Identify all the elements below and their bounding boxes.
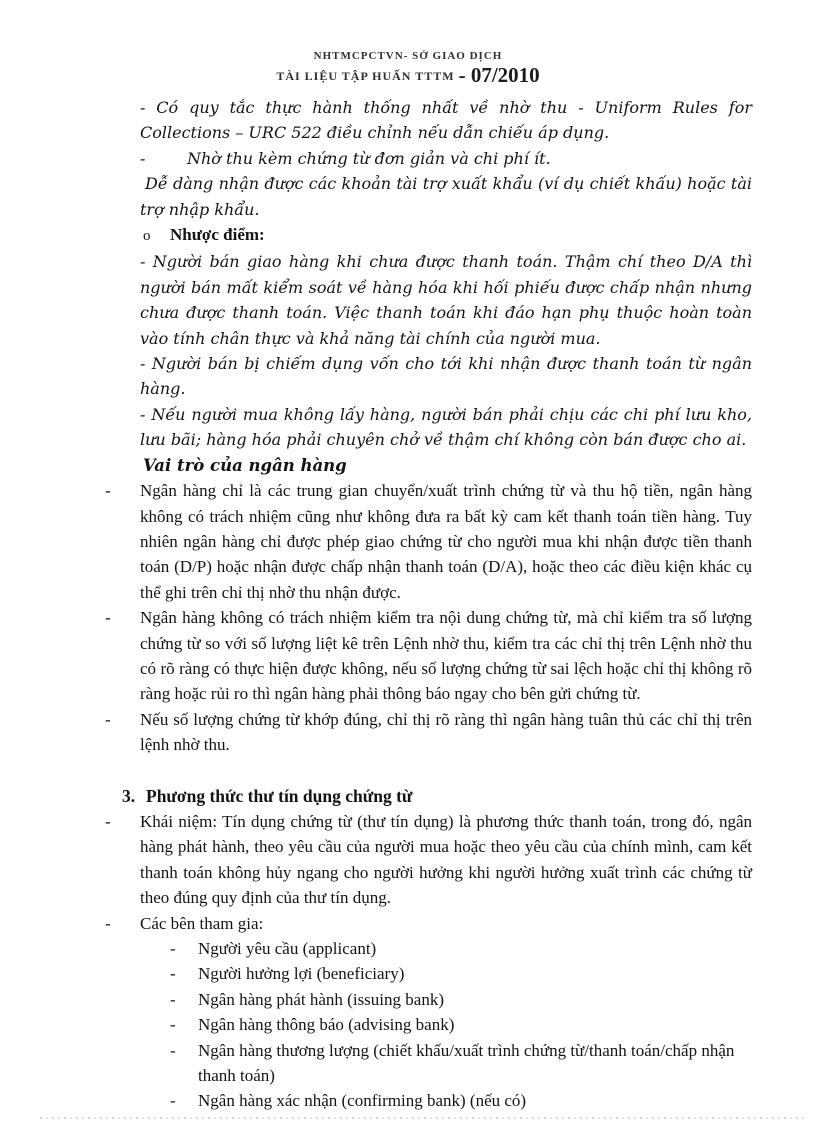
bank-role-bullet [105, 707, 752, 758]
bank-role-bullet [105, 605, 752, 707]
header-title-text: TÀI LIỆU TẬP HUẤN TTTM [276, 69, 459, 83]
participant-item [170, 1038, 752, 1089]
participant-item [170, 961, 752, 986]
dash-marker: - [170, 939, 176, 958]
participant-item [170, 987, 752, 1012]
dash-marker: - [105, 608, 111, 628]
header-org-line: NHTMCPCTVN- SỞ GIAO DỊCH [313, 50, 503, 62]
document-body [0, 95, 816, 1114]
disadvantages-label: Nhược điểm: [170, 225, 265, 245]
dash-marker: - [105, 481, 111, 501]
dash-marker: - [170, 1015, 176, 1035]
participant-text: Ngân hàng xác nhận (confirming bank) (nếu có) [198, 1091, 527, 1111]
concept-paragraph [105, 809, 752, 911]
participant-text: Ngân hàng thương lượng (chiết khấu/xuất trình chứng từ/thanh toán/chấp nhận thanh toán) [198, 1040, 735, 1086]
participant-item [170, 936, 752, 961]
header-date: - 07/2010 [458, 63, 540, 87]
dash-marker: - [170, 964, 176, 984]
paragraph-simple-text: Nhờ thu kèm chứng từ đơn giản và chi phí ít. [187, 148, 551, 168]
parties-label-text: Các bên tham gia: [140, 913, 264, 933]
bank-role-bullet [105, 478, 752, 605]
circle-bullet-marker: o [143, 228, 151, 245]
dash-marker: - [105, 811, 111, 831]
participant-text: Người yêu cầu (applicant) [198, 939, 377, 958]
paragraph-disadvantage-1: - Người bán giao hàng khi chưa được thanh toán. Thậm chí theo D/A thì người bán mất kiểm soát về hàng hóa khi hối phiếu được chấp nhận nhưng chưa được thanh toán. Việc thanh toán khi đáo hạn phụ thuộc hoàn toàn vào tính chân thực và khả năng tài chính của người mua. [140, 252, 752, 348]
paragraph-disadvantage-2: - Người bán bị chiếm dụng vốn cho tới khi nhận được thanh toán từ ngân hàng. [140, 354, 752, 399]
dash-marker: - [170, 989, 176, 1009]
paragraph-simple [140, 146, 752, 171]
participant-item [170, 1088, 752, 1113]
section-3-title: Phương thức thư tín dụng chứng từ [146, 785, 413, 806]
bank-role-bullet-text: Ngân hàng không có trách nhiệm kiểm tra nội dung chứng từ, mà chỉ kiểm tra số lượng chứng từ so với số lượng liệt kê trên Lệnh nhờ thu, kiểm tra các chỉ thị trên Lệnh nhờ thu có rõ ràng có thực hiện được không, nếu số lượng chứng từ sai lệch hoặc chỉ thị không rõ ràng hoặc rủi ro thì ngân hàng phải thông báo ngay cho bên gửi chứng từ. [140, 608, 752, 704]
dash-marker: - [140, 148, 146, 168]
bank-role-bullet-text: Ngân hàng chỉ là các trung gian chuyển/xuất trình chứng từ và thu hộ tiền, ngân hàng không có trách nhiệm cũng như không đưa ra bất kỳ cam kết thanh toán tiền hàng. Tuy nhiên ngân hàng chỉ được phép giao chứng từ cho người mua khi nhận được tiền thanh toán (D/P) hoặc nhận được chấp nhận thanh toán (D/A), hoặc theo các điều kiện khác cụ thể ghi trên chỉ thị nhờ thu nhận được. [140, 481, 752, 602]
participant-item [170, 1012, 752, 1037]
section-3-number: 3. [122, 785, 136, 806]
dash-marker: - [105, 913, 111, 933]
dash-marker: - [105, 709, 111, 729]
disadvantages-heading [143, 222, 816, 249]
paragraph-rules: - Có quy tắc thực hành thống nhất về nhờ thu - Uniform Rules for Collections – URC 522 điều chỉnh nếu dẫn chiếu áp dụng. [140, 98, 752, 143]
paragraph-disadvantage-3: - Nếu người mua không lấy hàng, người bán phải chịu các chi phí lưu kho, lưu bãi; hàng hóa phải chuyên chở về thậm chí không còn bán được cho ai. [140, 404, 752, 450]
bank-role-bullet-text: Nếu số lượng chứng từ khớp đúng, chỉ thị rõ ràng thì ngân hàng tuân thủ các chỉ thị trên lệnh nhờ thu. [140, 709, 752, 755]
dash-marker: - [170, 1091, 176, 1111]
section-3-heading [122, 784, 816, 809]
participant-text: Ngân hàng thông báo (advising bank) [198, 1015, 455, 1035]
dash-marker: - [170, 1040, 176, 1060]
concept-paragraph-text: Khái niệm: Tín dụng chứng từ (thư tín dụng) là phương thức thanh toán, trong đó, ngân hàng phát hành, theo yêu cầu của người mua hoặc theo yêu cầu của chính mình, cam kết thanh toán không hủy ngang cho người hưởng khi người hưởng xuất trình các chứng từ theo đúng quy định của thư tín dụng. [140, 811, 752, 908]
participant-text: Người hưởng lợi (beneficiary) [198, 964, 405, 984]
footer-dotted-rule [40, 1117, 808, 1119]
header-title-line [0, 64, 816, 87]
bank-role-heading: Vai trò của ngân hàng [143, 455, 347, 475]
participant-text: Ngân hàng phát hành (issuing bank) [198, 989, 444, 1009]
paragraph-finance: Dễ dàng nhận được các khoản tài trợ xuất khẩu (ví dụ chiết khấu) hoặc tài trợ nhập khẩu. [140, 174, 752, 219]
document-header [0, 0, 816, 87]
parties-label-line [105, 911, 752, 936]
